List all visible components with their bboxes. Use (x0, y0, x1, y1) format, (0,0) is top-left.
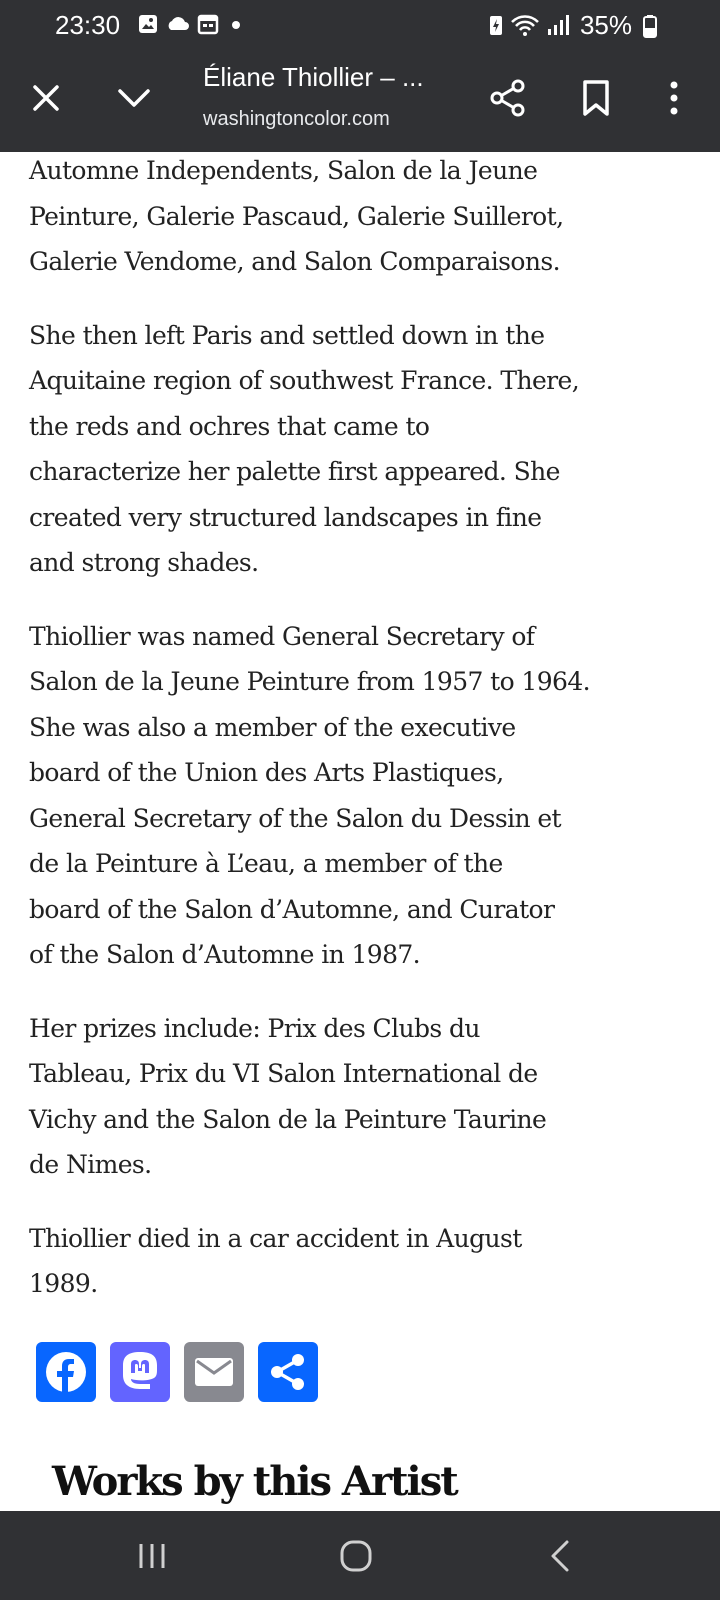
facebook-icon (43, 1349, 89, 1395)
status-notification-icons (137, 13, 243, 35)
article-paragraph: Thiollier was named General Secretary of Salon de la Jeune Peinture from 1957 to 1964. She was also a member of the executive board of the Union des Arts Plastiques, General Secretary of the Salon du Dessin et de la Peinture à L’eau, a member of the board of the Salon d’Automne, and Curator of the Salon d’Automne in 1987. (29, 621, 591, 969)
back-icon (548, 1539, 572, 1573)
article-paragraph: Her prizes include: Prix des Clubs du Tableau, Prix du VI Salon International de Vichy and the Salon de la Peinture Taurine de Nimes. (29, 1013, 547, 1179)
dot-icon (225, 13, 243, 35)
chevron-down-icon (116, 86, 152, 110)
system-navigation-bar (0, 1511, 720, 1600)
share-buttons-row (36, 1342, 318, 1402)
email-icon (192, 1355, 236, 1389)
mastodon-icon (118, 1349, 162, 1395)
back-button[interactable] (530, 1529, 590, 1583)
recent-apps-button[interactable] (122, 1529, 182, 1583)
wifi-icon (510, 13, 540, 37)
more-vert-icon (668, 80, 680, 116)
status-time: 23:30 (55, 10, 121, 40)
home-icon (339, 1539, 373, 1573)
facebook-share-button[interactable] (36, 1342, 96, 1402)
bookmark-icon (581, 79, 611, 117)
more-options-button[interactable] (648, 72, 700, 124)
bookmark-button[interactable] (570, 72, 622, 124)
status-system-icons (488, 13, 570, 37)
article-paragraph: She then left Paris and settled down in the Aquitaine region of southwest France. There, the reds and ochres that came to characterize her palette first appeared. She created very structured landscapes in fine and strong shades. (29, 320, 580, 577)
signal-icon (546, 13, 570, 37)
status-bar (0, 0, 720, 52)
close-icon (31, 83, 61, 113)
page-url[interactable]: washingtoncolor.com (203, 108, 390, 130)
cloud-icon (165, 13, 191, 35)
works-section-heading: Works by this Artist (52, 1458, 457, 1505)
minimize-button[interactable] (110, 74, 158, 122)
page-title[interactable]: Éliane Thiollier – ... (203, 62, 424, 92)
article-paragraph: Thiollier died in a car accident in August 1989. (29, 1223, 522, 1298)
calendar-icon (197, 13, 219, 35)
mastodon-share-button[interactable] (110, 1342, 170, 1402)
close-button[interactable] (22, 74, 70, 122)
battery-icon (642, 14, 658, 38)
custom-tab-toolbar (0, 52, 720, 152)
battery-percentage: 35% (579, 10, 632, 40)
email-share-button[interactable] (184, 1342, 244, 1402)
battery-saver-icon (488, 13, 504, 37)
article-body (29, 148, 669, 1335)
article-paragraph: Automne Independents, Salon de la Jeune Peinture, Galerie Pascaud, Galerie Suillerot, Galerie Vendome, and Salon Comparaisons. (29, 156, 564, 276)
share-icon (489, 79, 527, 117)
home-button[interactable] (326, 1529, 386, 1583)
generic-share-button[interactable] (258, 1342, 318, 1402)
share-icon (268, 1352, 308, 1392)
recent-apps-icon (137, 1542, 167, 1570)
share-button[interactable] (482, 72, 534, 124)
gallery-icon (137, 13, 159, 35)
